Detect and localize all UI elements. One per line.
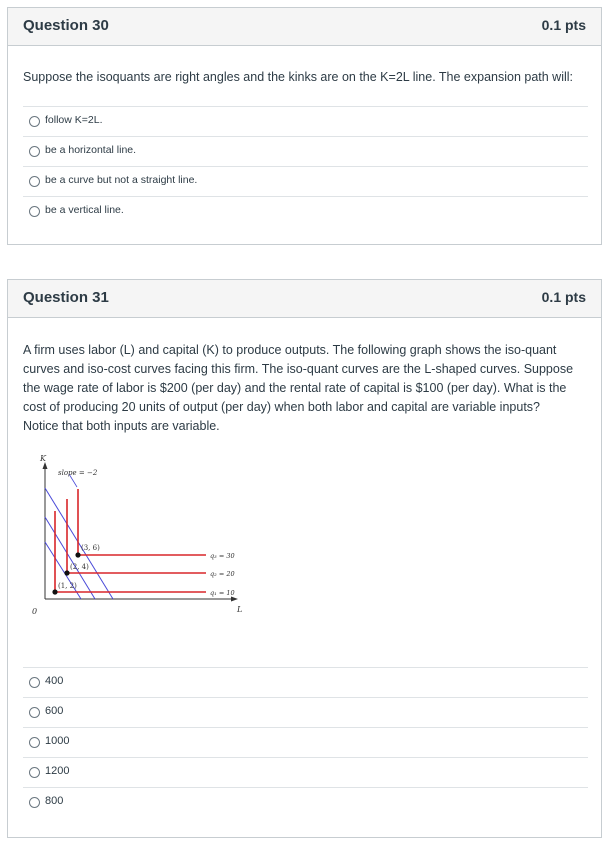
question-31-text (23, 341, 598, 436)
question-31-text-line: the wage rate of labor is $200 (per day) and the rental rate of capital is $100 (per day). What is the (23, 381, 567, 395)
answer-label: 1200 (45, 765, 70, 777)
answer-label: follow K=2L. (45, 114, 103, 126)
answer-label: 800 (45, 795, 64, 807)
answer-option[interactable] (23, 727, 588, 757)
radio-button[interactable] (29, 707, 40, 718)
answer-label: 400 (45, 675, 64, 687)
x-axis-label: L (237, 605, 243, 614)
question-31-text-line: Notice that both inputs are variable. (23, 419, 220, 433)
isoquant-label: q₁ = 10 (210, 589, 235, 597)
isoquant-label: q₃ = 30 (210, 552, 235, 560)
answer-option[interactable] (23, 166, 588, 196)
answer-label: 600 (45, 705, 64, 717)
question-31-text-line: curves and iso-cost curves facing this firm. The iso-quant curves are the L-shaped curves. Suppose (23, 362, 574, 376)
question-30-card (7, 7, 602, 245)
answer-option[interactable] (23, 196, 588, 226)
question-31-points: 0.1 pts (541, 289, 586, 305)
radio-button[interactable] (29, 737, 40, 748)
question-31-title: Question 31 (23, 289, 109, 306)
question-31-card (7, 279, 602, 838)
x-axis-arrow (231, 597, 238, 602)
answer-label: 1000 (45, 735, 70, 747)
radio-button[interactable] (29, 677, 40, 688)
radio-button[interactable] (29, 116, 40, 127)
question-31-answers (23, 667, 588, 817)
answer-option[interactable] (23, 667, 588, 697)
answer-option[interactable] (23, 757, 588, 787)
question-31-text-line: A firm uses labor (L) and capital (K) to produce outputs. The following graph shows the iso-quant (23, 343, 557, 357)
answer-label: be a curve but not a straight line. (45, 174, 198, 186)
y-axis-arrow (43, 462, 48, 469)
question-31-text-line: cost of producing 20 units of output (per day) when both labor and capital are variable inputs? (23, 400, 540, 414)
isoquant-label: q₂ = 20 (210, 570, 235, 578)
question-30-header (8, 8, 601, 46)
question-31-header (8, 280, 601, 318)
question-30-text: Suppose the isoquants are right angles and the kinks are on the K=2L line. The expansion path will: (23, 70, 574, 84)
answer-option[interactable] (23, 136, 588, 166)
answer-option[interactable] (23, 697, 588, 727)
answer-label: be a horizontal line. (45, 144, 137, 156)
kink-point (64, 570, 69, 575)
answer-label: be a vertical line. (45, 204, 124, 216)
answer-option[interactable] (23, 106, 588, 136)
point-label: (2, 4) (70, 563, 89, 571)
question-30-points: 0.1 pts (541, 17, 586, 33)
isoquant-q2 (67, 499, 206, 573)
radio-button[interactable] (29, 146, 40, 157)
slope-label: slope = −2 (58, 469, 98, 477)
radio-button[interactable] (29, 797, 40, 808)
y-axis-label: K (40, 454, 46, 463)
point-label: (1, 2) (58, 582, 77, 590)
radio-button[interactable] (29, 176, 40, 187)
answer-option[interactable] (23, 787, 588, 817)
question-30-title: Question 30 (23, 17, 109, 34)
radio-button[interactable] (29, 767, 40, 778)
origin-label: 0 (32, 607, 38, 616)
point-label: (3, 6) (81, 544, 100, 552)
kink-point (52, 589, 57, 594)
kink-point (75, 552, 80, 557)
question-30-answers (23, 106, 588, 226)
isoquant-isocost-graph (15, 449, 255, 649)
radio-button[interactable] (29, 206, 40, 217)
